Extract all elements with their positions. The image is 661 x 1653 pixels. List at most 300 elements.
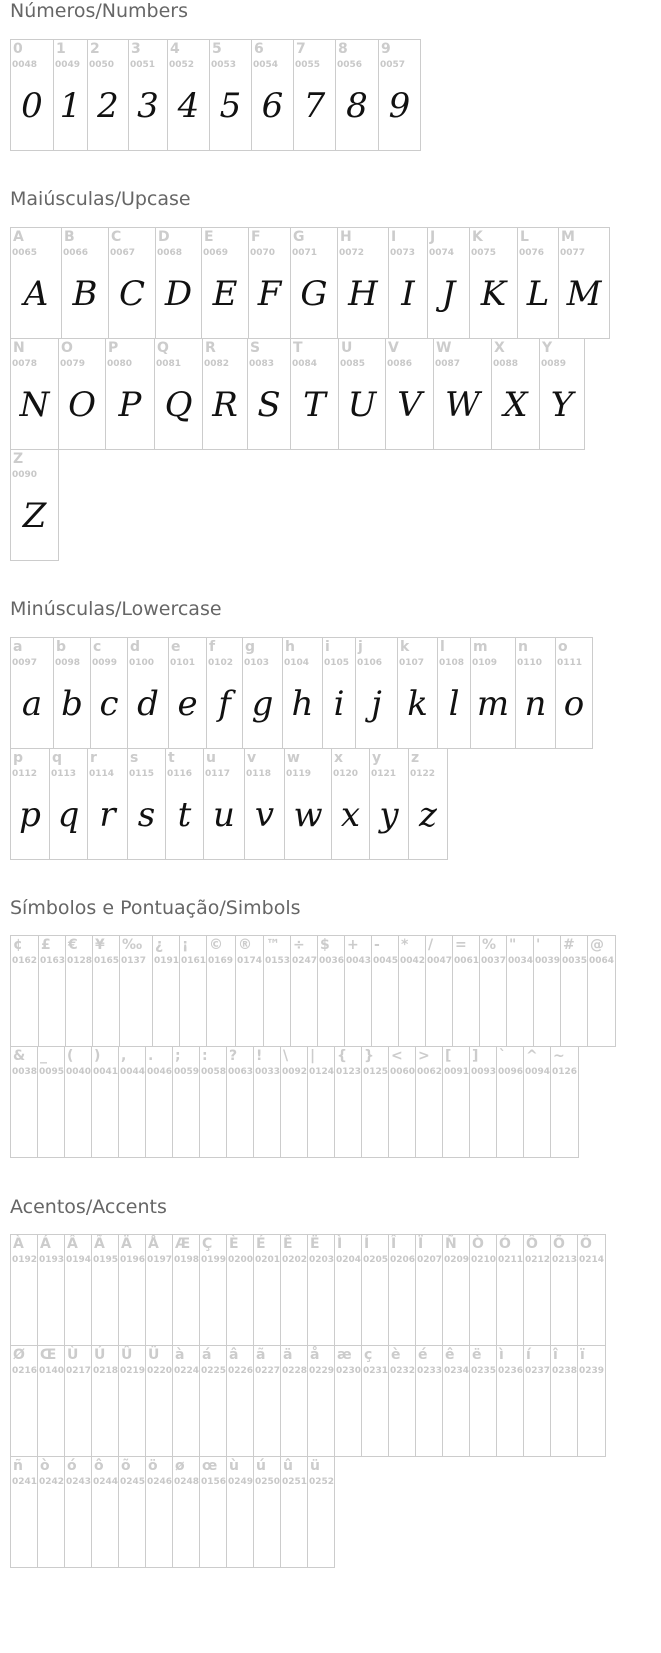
char-code: 0045: [373, 956, 399, 966]
glyph-cell: [254, 1346, 281, 1456]
char-label: r: [90, 750, 97, 766]
char-label: œ: [202, 1458, 218, 1474]
char-code: 0081: [156, 359, 182, 369]
char-label: é: [418, 1347, 428, 1363]
char-code: 0217: [66, 1366, 92, 1376]
char-label: ñ: [13, 1458, 23, 1474]
char-label: Å: [148, 1236, 159, 1252]
char-label: u: [206, 750, 216, 766]
char-label: j: [358, 639, 363, 655]
glyph-sample: n: [524, 684, 547, 724]
glyph-cell: [146, 1235, 173, 1345]
char-code: 0242: [39, 1477, 65, 1487]
glyph-sample: 7: [303, 86, 326, 126]
glyph-cell: [578, 1235, 606, 1345]
char-code: 0169: [208, 956, 234, 966]
glyph-cell: [336, 40, 379, 150]
glyph-sample: G: [300, 274, 328, 314]
glyph-cell: [254, 1047, 281, 1157]
char-code: 0091: [444, 1067, 470, 1077]
glyph-cell: [551, 1235, 578, 1345]
char-label: U: [341, 340, 353, 356]
glyph-cell: [398, 638, 438, 748]
glyph-cell: [248, 339, 291, 449]
char-code: 0056: [337, 60, 363, 70]
glyph-sample: 8: [346, 86, 368, 126]
glyph-row: [10, 39, 421, 151]
char-label: #: [563, 937, 575, 953]
char-label: <: [391, 1048, 403, 1064]
glyph-cell: [39, 936, 66, 1046]
glyph-sample: Z: [22, 496, 47, 536]
char-label: O: [61, 340, 73, 356]
glyph-cell: [534, 936, 561, 1046]
glyph-cell: [561, 936, 588, 1046]
glyph-cell: [65, 1235, 92, 1345]
char-label: \: [283, 1048, 289, 1064]
char-label: {: [337, 1048, 347, 1064]
char-code: 0110: [517, 658, 543, 668]
char-label: Î: [391, 1236, 397, 1252]
glyph-sample: W: [445, 385, 480, 425]
glyph-cell: [11, 936, 39, 1046]
glyph-cell: [54, 638, 91, 748]
glyph-cell: [291, 339, 339, 449]
char-label: ø: [175, 1458, 185, 1474]
glyph-cell: [416, 1047, 443, 1157]
char-label: å: [310, 1347, 320, 1363]
char-code: 0229: [309, 1366, 335, 1376]
char-code: 0039: [535, 956, 561, 966]
char-code: 0244: [93, 1477, 119, 1487]
glyph-cell: [291, 936, 318, 1046]
char-code: 0198: [174, 1255, 200, 1265]
char-label: â: [229, 1347, 239, 1363]
glyph-cell: [283, 638, 323, 748]
char-label: ê: [445, 1347, 455, 1363]
glyph-cell: [332, 749, 370, 859]
char-code: 0116: [167, 769, 193, 779]
char-code: 0201: [255, 1255, 281, 1265]
char-code: 0061: [454, 956, 480, 966]
glyph-sample: v: [254, 795, 275, 835]
glyph-sample: u: [213, 795, 235, 835]
char-code: 0219: [120, 1366, 146, 1376]
char-label: 4: [170, 41, 180, 57]
glyph-cell: [92, 1457, 119, 1567]
glyph-cell: [168, 40, 210, 150]
glyph-cell: [308, 1457, 335, 1567]
char-code: 0042: [400, 956, 426, 966]
char-label: _: [40, 1048, 47, 1064]
glyph-cell: [38, 1047, 65, 1157]
char-code: 0097: [12, 658, 38, 668]
glyph-sample: a: [21, 684, 43, 724]
glyph-sample: o: [563, 684, 585, 724]
char-code: 0034: [508, 956, 534, 966]
glyph-sample: s: [137, 795, 156, 835]
char-code: 0234: [444, 1366, 470, 1376]
char-code: 0084: [292, 359, 318, 369]
glyph-cell: [65, 1047, 92, 1157]
glyph-sample: i: [333, 684, 345, 724]
glyph-sample: z: [419, 795, 437, 835]
glyph-cell: [11, 638, 54, 748]
char-code: 0033: [255, 1067, 281, 1077]
char-code: 0088: [493, 359, 519, 369]
char-label: A: [13, 229, 24, 245]
glyph-cell: [88, 749, 128, 859]
glyph-sample: E: [212, 274, 238, 314]
char-code: 0163: [40, 956, 66, 966]
char-label: i: [325, 639, 330, 655]
glyph-cell: [518, 228, 559, 338]
glyph-cell: [227, 1235, 254, 1345]
char-code: 0080: [107, 359, 133, 369]
glyph-sample: L: [526, 274, 550, 314]
char-code: 0192: [12, 1255, 38, 1265]
glyph-cell: [11, 1346, 38, 1456]
char-code: 0076: [519, 248, 545, 258]
glyph-row: [10, 338, 585, 450]
glyph-cell: [438, 638, 471, 748]
char-code: 0109: [472, 658, 498, 668]
char-label: í: [526, 1347, 531, 1363]
char-label: Œ: [40, 1347, 57, 1363]
glyph-cell: [416, 1235, 443, 1345]
char-label: I: [391, 229, 397, 245]
char-code: 0121: [371, 769, 397, 779]
glyph-cell: [540, 339, 585, 449]
char-code: 0071: [292, 248, 318, 258]
char-code: 0092: [282, 1067, 308, 1077]
char-label: 1: [56, 41, 66, 57]
glyph-cell: [66, 936, 93, 1046]
char-code: 0197: [147, 1255, 173, 1265]
char-code: 0207: [417, 1255, 443, 1265]
glyph-cell: [11, 1457, 38, 1567]
glyph-cell: [372, 936, 399, 1046]
glyph-cell: [497, 1235, 524, 1345]
char-code: 0209: [444, 1255, 470, 1265]
glyph-cell: [285, 749, 332, 859]
char-label: ã: [256, 1347, 266, 1363]
char-code: 0227: [255, 1366, 281, 1376]
char-code: 0204: [336, 1255, 362, 1265]
glyph-cell: [207, 638, 243, 748]
char-label: ^: [526, 1048, 538, 1064]
char-code: 0205: [363, 1255, 389, 1265]
glyph-cell: [524, 1047, 551, 1157]
char-label: (: [67, 1048, 74, 1064]
glyph-sample: b: [61, 684, 83, 724]
char-code: 0231: [363, 1366, 389, 1376]
glyph-cell: [443, 1346, 470, 1456]
char-code: 0210: [471, 1255, 497, 1265]
char-label: }: [364, 1048, 374, 1064]
char-label: f: [209, 639, 216, 655]
glyph-cell: [146, 1457, 173, 1567]
char-label: C: [111, 229, 122, 245]
glyph-sample: 0: [21, 86, 43, 126]
glyph-cell: [202, 228, 249, 338]
char-label: Û: [121, 1347, 133, 1363]
glyph-cell: [119, 1235, 146, 1345]
glyph-cell: [434, 339, 492, 449]
char-label: Â: [67, 1236, 78, 1252]
char-label: à: [175, 1347, 185, 1363]
char-label: B: [64, 229, 75, 245]
glyph-sample: g: [251, 684, 274, 724]
char-code: 0220: [147, 1366, 173, 1376]
char-code: 0085: [340, 359, 366, 369]
char-code: 0035: [562, 956, 588, 966]
glyph-cell: [120, 936, 153, 1046]
glyph-sample: 3: [137, 86, 159, 126]
glyph-cell: [38, 1235, 65, 1345]
glyph-cell: [119, 1047, 146, 1157]
char-code: 0111: [557, 658, 583, 668]
glyph-cell: [153, 936, 180, 1046]
glyph-row: [10, 449, 59, 561]
char-label: 2: [90, 41, 100, 57]
char-label: X: [494, 340, 505, 356]
char-label: ;: [175, 1048, 181, 1064]
char-code: 0250: [255, 1477, 281, 1487]
char-label: |: [310, 1048, 316, 1064]
char-code: 0196: [120, 1255, 146, 1265]
glyph-cell: [65, 1457, 92, 1567]
char-code: 0044: [120, 1067, 146, 1077]
glyph-sample: I: [401, 274, 415, 314]
glyph-sample: N: [19, 385, 50, 425]
glyph-cell: [389, 1047, 416, 1157]
glyph-cell: [470, 1047, 497, 1157]
glyph-cell: [386, 339, 434, 449]
glyph-cell: [471, 638, 516, 748]
char-label: &: [13, 1048, 26, 1064]
glyph-cell: [249, 228, 291, 338]
char-label: q: [52, 750, 63, 766]
char-code: 0101: [170, 658, 196, 668]
char-code: 0059: [174, 1067, 200, 1077]
char-code: 0106: [357, 658, 383, 668]
glyph-sample: t: [177, 795, 192, 835]
char-code: 0206: [390, 1255, 416, 1265]
glyph-cell: [173, 1457, 200, 1567]
char-code: 0237: [525, 1366, 551, 1376]
glyph-cell: [11, 228, 62, 338]
char-code: 0243: [66, 1477, 92, 1487]
glyph-cell: [91, 638, 128, 748]
char-code: 0094: [525, 1067, 551, 1077]
glyph-cell: [204, 749, 245, 859]
char-label: k: [400, 639, 410, 655]
glyph-sample: 1: [59, 86, 82, 126]
char-code: 0036: [319, 956, 345, 966]
char-code: 0066: [63, 248, 89, 258]
glyph-cell: [379, 40, 421, 150]
glyph-cell: [128, 638, 169, 748]
glyph-cell: [11, 1047, 38, 1157]
char-code: 0096: [498, 1067, 524, 1077]
glyph-cell: [166, 749, 204, 859]
char-code: 0119: [286, 769, 312, 779]
char-label: V: [388, 340, 399, 356]
char-code: 0235: [471, 1366, 497, 1376]
glyph-cell: [497, 1047, 524, 1157]
glyph-cell: [281, 1047, 308, 1157]
char-label: N: [13, 340, 25, 356]
char-label: y: [372, 750, 382, 766]
glyph-sample: l: [448, 684, 460, 724]
char-label: á: [202, 1347, 212, 1363]
char-code: 0137: [121, 956, 147, 966]
char-label: ,: [121, 1048, 127, 1064]
char-label: n: [518, 639, 528, 655]
char-label: ¥: [95, 937, 105, 953]
glyph-cell: [578, 1346, 606, 1456]
char-label: .: [148, 1048, 154, 1064]
char-code: 0161: [181, 956, 207, 966]
glyph-sample: x: [340, 795, 361, 835]
char-code: 0105: [324, 658, 350, 668]
char-code: 0214: [579, 1255, 605, 1265]
glyph-sample: O: [68, 385, 96, 425]
glyph-row: [10, 1046, 579, 1158]
char-label: H: [340, 229, 352, 245]
char-label: W: [436, 340, 452, 356]
glyph-cell: [470, 228, 518, 338]
char-code: 0073: [390, 248, 416, 258]
glyph-sample: V: [397, 385, 422, 425]
char-label: 7: [296, 41, 306, 57]
glyph-cell: [93, 936, 120, 1046]
glyph-cell: [54, 40, 88, 150]
char-label: c: [93, 639, 102, 655]
char-label: w: [287, 750, 300, 766]
glyph-cell: [119, 1346, 146, 1456]
char-label: ÷: [293, 937, 305, 953]
glyph-sample: X: [503, 385, 528, 425]
char-label: Ï: [418, 1236, 424, 1252]
char-label: ?: [229, 1048, 238, 1064]
char-label: K: [472, 229, 483, 245]
glyph-cell: [497, 1346, 524, 1456]
glyph-sample: q: [57, 795, 80, 835]
char-label: S: [250, 340, 261, 356]
char-label: ®: [238, 937, 252, 953]
char-code: 0083: [249, 359, 275, 369]
char-code: 0218: [93, 1366, 119, 1376]
glyph-cell: [173, 1346, 200, 1456]
char-code: 0124: [309, 1067, 335, 1077]
glyph-cell: [210, 40, 252, 150]
glyph-sample: 6: [261, 86, 284, 126]
char-label: t: [168, 750, 175, 766]
glyph-cell: [339, 339, 386, 449]
char-code: 0232: [390, 1366, 416, 1376]
char-code: 0241: [12, 1477, 38, 1487]
glyph-cell: [11, 450, 59, 560]
char-code: 0040: [66, 1067, 92, 1077]
char-code: 0112: [12, 769, 38, 779]
symbols-title: Símbolos e Pontuação/Simbols: [10, 897, 301, 919]
glyph-cell: [109, 228, 156, 338]
char-code: 0212: [525, 1255, 551, 1265]
char-code: 0049: [55, 60, 81, 70]
glyph-cell: [428, 228, 470, 338]
glyph-cell: [470, 1235, 497, 1345]
glyph-sample: Q: [164, 385, 193, 425]
glyph-sample: T: [303, 385, 326, 425]
char-label: M: [561, 229, 575, 245]
glyph-sample: w: [293, 795, 323, 835]
glyph-cell: [323, 638, 356, 748]
glyph-sample: M: [566, 274, 602, 314]
char-code: 0247: [292, 956, 318, 966]
char-label: g: [245, 639, 256, 655]
glyph-sample: r: [99, 795, 116, 835]
char-code: 0075: [471, 248, 497, 258]
char-label: À: [13, 1236, 24, 1252]
char-code: 0072: [339, 248, 365, 258]
char-label: Ù: [67, 1347, 79, 1363]
glyph-cell: [38, 1457, 65, 1567]
char-label: 6: [254, 41, 264, 57]
char-label: `: [499, 1048, 506, 1064]
char-label: h: [285, 639, 295, 655]
char-label: ¢: [13, 937, 23, 953]
char-code: 0050: [89, 60, 115, 70]
char-label: Ì: [337, 1236, 343, 1252]
char-label: ©: [209, 937, 223, 953]
glyph-sample: 9: [388, 86, 411, 126]
char-label: Ô: [526, 1236, 538, 1252]
glyph-cell: [524, 1235, 551, 1345]
char-label: $: [320, 937, 330, 953]
glyph-cell: [65, 1346, 92, 1456]
char-code: 0228: [282, 1366, 308, 1376]
glyph-row: [10, 1234, 606, 1346]
char-label: Ò: [472, 1236, 484, 1252]
char-code: 0065: [12, 248, 38, 258]
char-label: T: [293, 340, 303, 356]
char-code: 0193: [39, 1255, 65, 1265]
char-label: ¿: [155, 937, 164, 953]
glyph-row: [10, 1345, 606, 1457]
glyph-cell: [362, 1047, 389, 1157]
char-code: 0216: [12, 1366, 38, 1376]
glyph-cell: [389, 228, 428, 338]
char-label: ): [94, 1048, 101, 1064]
glyph-cell: [155, 339, 203, 449]
glyph-cell: [11, 40, 54, 150]
char-code: 0060: [390, 1067, 416, 1077]
char-label: Ë: [310, 1236, 320, 1252]
glyph-cell: [11, 339, 59, 449]
char-code: 0126: [552, 1067, 578, 1077]
glyph-cell: [291, 228, 338, 338]
char-code: 0120: [333, 769, 359, 779]
glyph-cell: [524, 1346, 551, 1456]
glyph-cell: [551, 1346, 578, 1456]
char-code: 0057: [380, 60, 406, 70]
glyph-cell: [338, 228, 389, 338]
char-label: ‰: [122, 937, 143, 953]
glyph-row: [10, 935, 616, 1047]
glyph-sample: m: [476, 684, 510, 724]
